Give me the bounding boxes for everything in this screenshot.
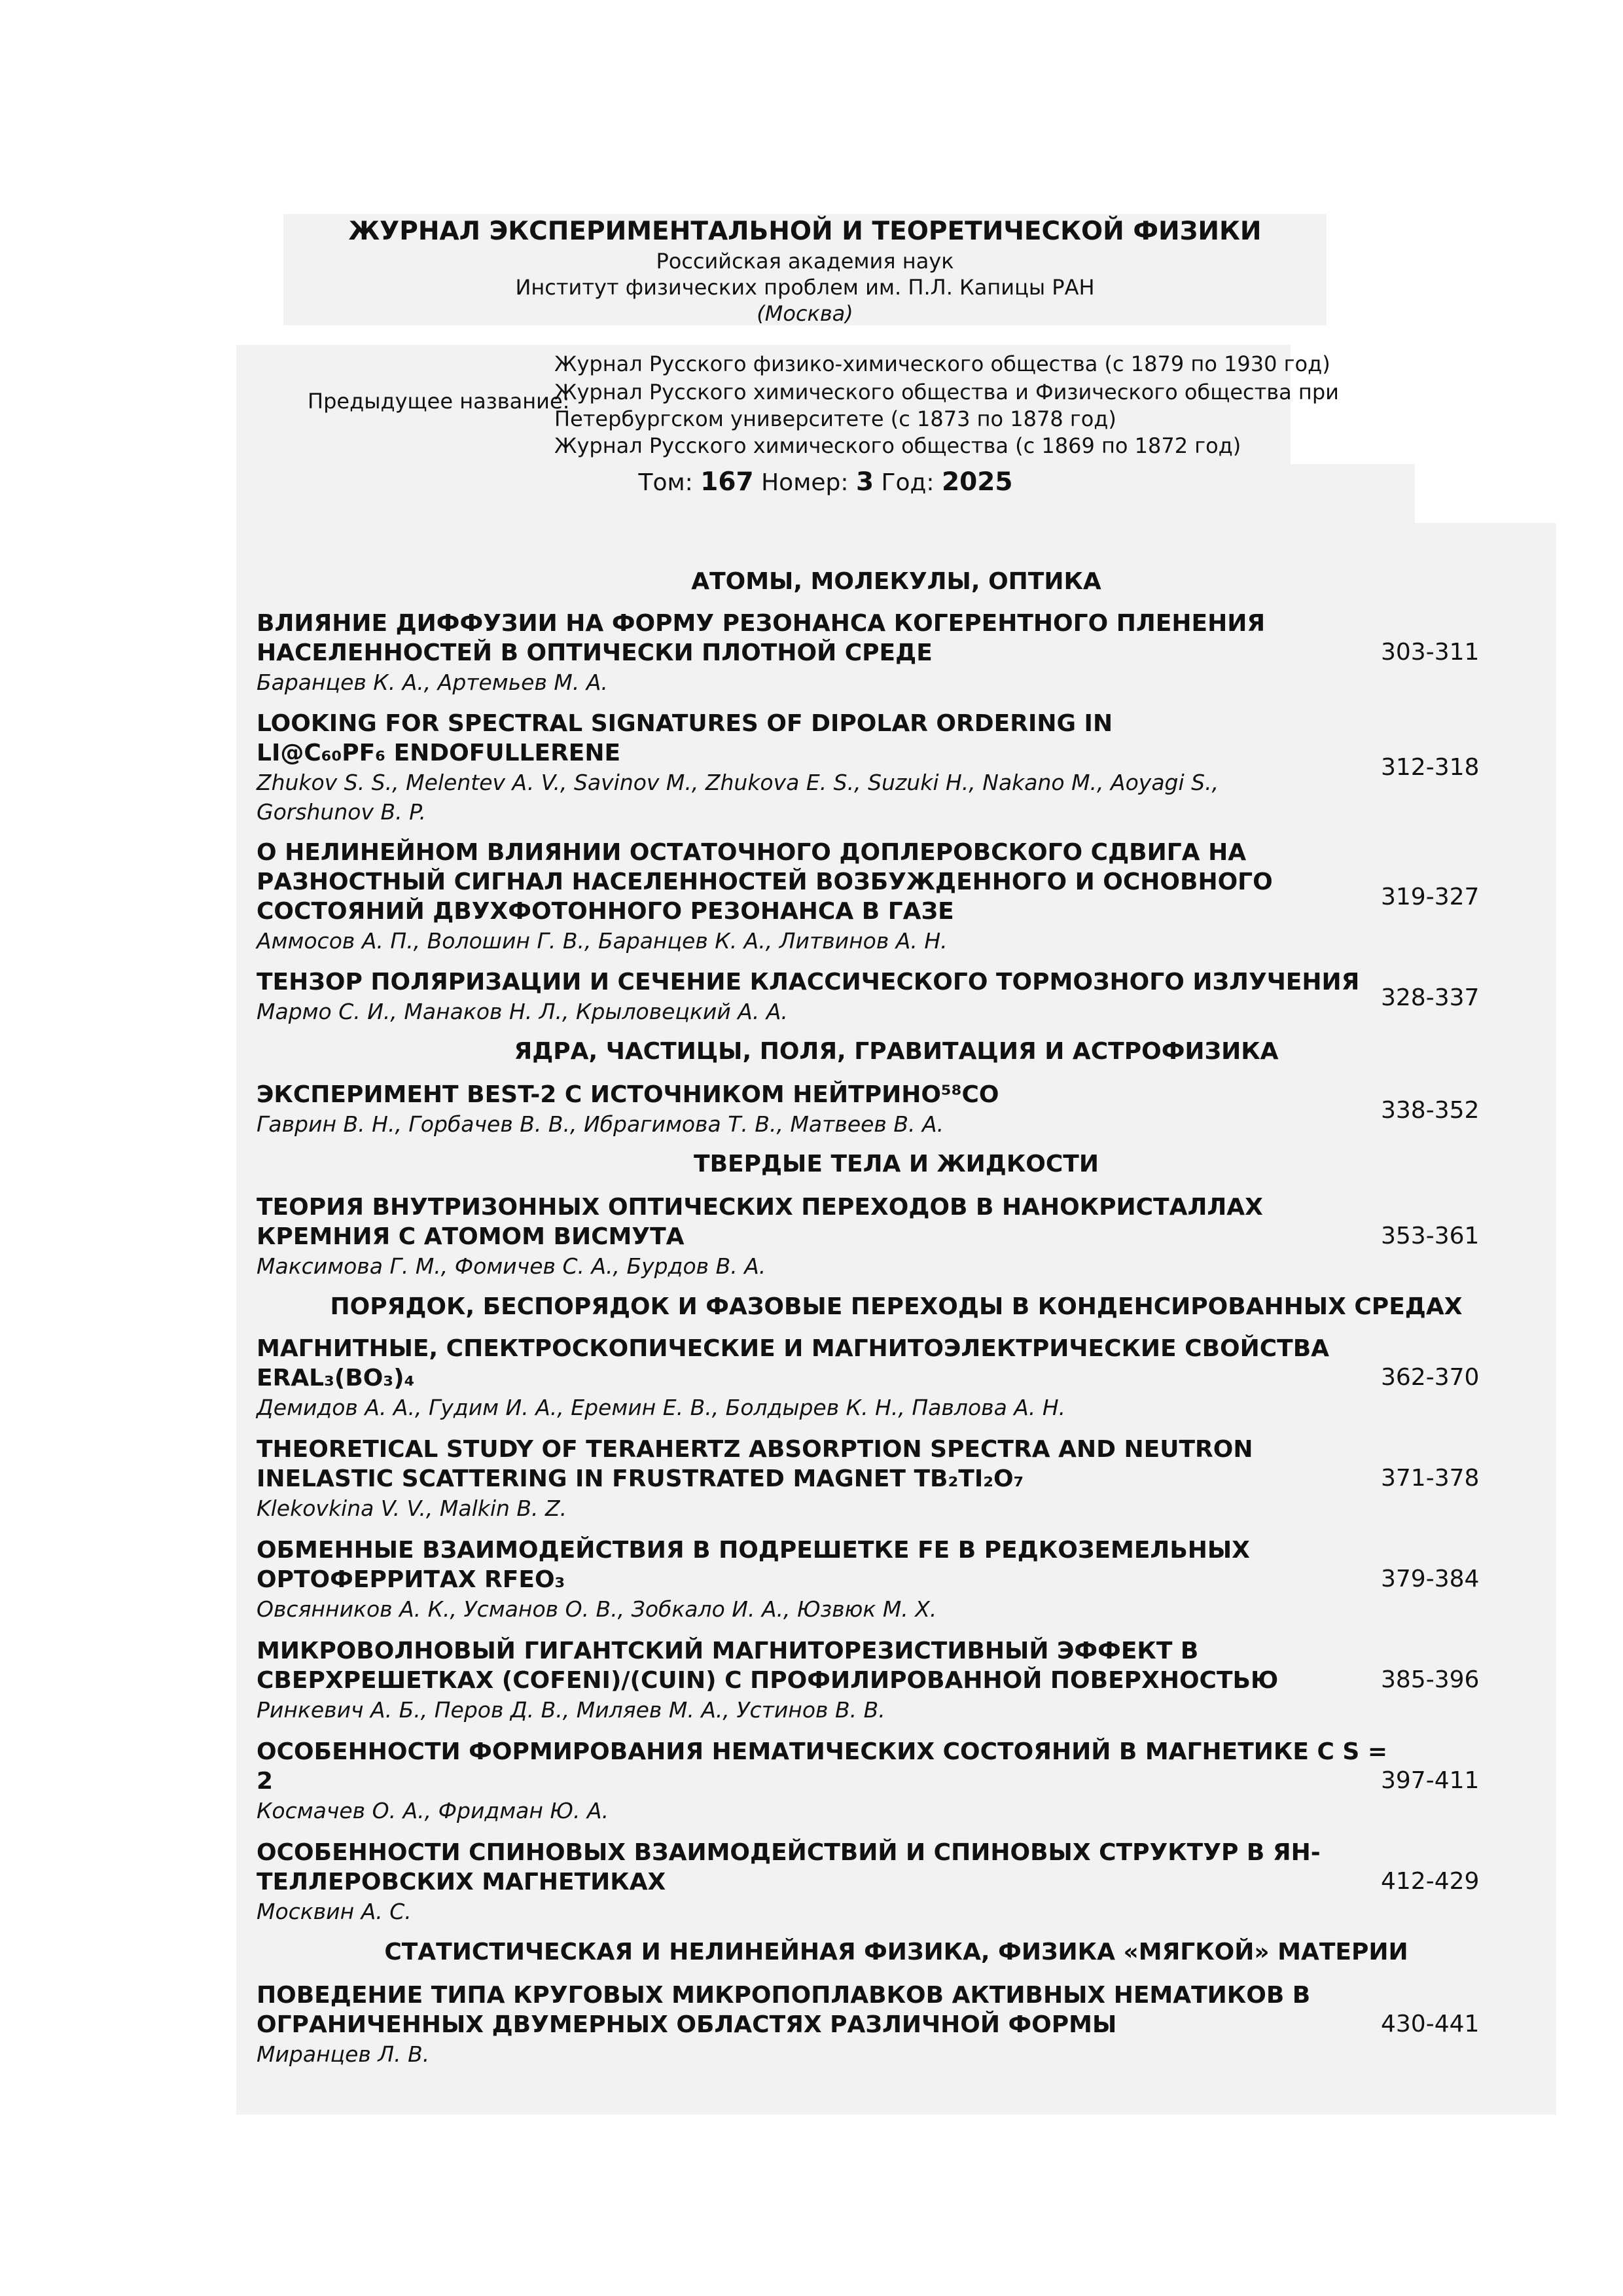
city-line: (Москва): [757, 301, 853, 326]
section-heading: ЯДРА, ЧАСТИЦЫ, ПОЛЯ, ГРАВИТАЦИЯ И АСТРОФИЗИКА: [514, 1038, 1279, 1065]
article-pages: 397-411: [1381, 1767, 1480, 1794]
article-title-line: INELASTIC SCATTERING IN FRUSTRATED MAGNET TB₂TI₂O₇: [257, 1465, 1024, 1492]
institute-line: Институт физических проблем им. П.Л. Капицы РАН: [515, 275, 1095, 300]
section-heading: ПОРЯДОК, БЕСПОРЯДОК И ФАЗОВЫЕ ПЕРЕХОДЫ В КОНДЕНСИРОВАННЫХ СРЕДАХ: [330, 1293, 1463, 1320]
article-authors: Ринкевич А. Б., Перов Д. В., Миляев М. А., Устинов В. В.: [257, 1697, 885, 1723]
article-title-line: ERAL₃(BO₃)₄: [257, 1365, 415, 1391]
issue-info: [236, 467, 1415, 497]
article-authors: Демидов А. А., Гудим И. А., Еремин Е. В., Болдырев К. Н., Павлова А. Н.: [257, 1395, 1066, 1420]
article-pages: 385-396: [1381, 1666, 1480, 1693]
article-title-line: РАЗНОСТНЫЙ СИГНАЛ НАСЕЛЕННОСТЕЙ ВОЗБУЖДЕННОГО И ОСНОВНОГО: [257, 869, 1273, 895]
article-pages: 328-337: [1381, 984, 1480, 1011]
article-pages: 303-311: [1381, 639, 1480, 666]
section-heading: АТОМЫ, МОЛЕКУЛЫ, ОПТИКА: [691, 568, 1101, 595]
article-title-line: LI@C₆₀PF₆ ENDOFULLERENE: [257, 740, 621, 766]
volume-label: Том:: [638, 469, 693, 496]
article-authors: Москвин А. С.: [257, 1899, 412, 1924]
article-title-line: ТЕНЗОР ПОЛЯРИЗАЦИИ И СЕЧЕНИЕ КЛАССИЧЕСКОГО ТОРМОЗНОГО ИЗЛУЧЕНИЯ: [257, 969, 1360, 996]
journal-title: ЖУРНАЛ ЭКСПЕРИМЕНТАЛЬНОЙ И ТЕОРЕТИЧЕСКОЙ ФИЗИКИ: [348, 217, 1262, 246]
article-authors: Миранцев Л. В.: [257, 2041, 430, 2067]
article-title-line: ОБМЕННЫЕ ВЗАИМОДЕЙСТВИЯ В ПОДРЕШЕТКЕ FE В РЕДКОЗЕМЕЛЬНЫХ: [257, 1537, 1250, 1564]
article-authors: Аммосов А. П., Волошин Г. В., Баранцев К. А., Литвинов А. Н.: [257, 928, 948, 954]
previous-name-line: Петербургском университете (с 1873 по 1878 год): [554, 406, 1116, 431]
article-authors: Максимова Г. М., Фомичев С. А., Бурдов В. А.: [257, 1253, 766, 1279]
article-pages: 412-429: [1381, 1868, 1480, 1895]
article-title-line: ТЕЛЛЕРОВСКИХ МАГНЕТИКАХ: [257, 1869, 666, 1895]
article-title-line: ОГРАНИЧЕННЫХ ДВУМЕРНЫХ ОБЛАСТЯХ РАЗЛИЧНОЙ ФОРМЫ: [257, 2011, 1117, 2038]
article-title-line: СВЕРХРЕШЕТКАХ (COFENI)/(CUIN) С ПРОФИЛИРОВАННОЙ ПОВЕРХНОСТЬЮ: [257, 1667, 1279, 1694]
article-title-line: ОСОБЕННОСТИ СПИНОВЫХ ВЗАИМОДЕЙСТВИЙ И СПИНОВЫХ СТРУКТУР В ЯН-: [257, 1839, 1321, 1866]
article-title-line: ОСОБЕННОСТИ ФОРМИРОВАНИЯ НЕМАТИЧЕСКИХ СОСТОЯНИЙ В МАГНЕТИКЕ С S =: [257, 1738, 1388, 1765]
article-authors: Баранцев К. А., Артемьев М. А.: [257, 670, 608, 695]
article-title-line: МАГНИТНЫЕ, СПЕКТРОСКОПИЧЕСКИЕ И МАГНИТОЭЛЕКТРИЧЕСКИЕ СВОЙСТВА: [257, 1335, 1330, 1362]
article-title-line: THEORETICAL STUDY OF TERAHERTZ ABSORPTION SPECTRA AND NEUTRON: [257, 1436, 1253, 1463]
article-authors: Овсянников А. К., Усманов О. В., Зобкало И. А., Юзвюк М. Х.: [257, 1596, 937, 1622]
number-label: Номер:: [761, 469, 849, 496]
year-label: Год:: [881, 469, 935, 496]
article-pages: 338-352: [1381, 1097, 1480, 1124]
year-value: 2025: [941, 467, 1013, 497]
volume-value: 167: [700, 467, 754, 497]
previous-name-label: Предыдущее название:: [308, 389, 570, 414]
article-title-line: ПОВЕДЕНИЕ ТИПА КРУГОВЫХ МИКРОПОПЛАВКОВ АКТИВНЫХ НЕМАТИКОВ В: [257, 1982, 1311, 2009]
previous-name-line: Журнал Русского химического общества и Физического общества при: [554, 380, 1339, 404]
section-heading: СТАТИСТИЧЕСКАЯ И НЕЛИНЕЙНАЯ ФИЗИКА, ФИЗИКА «МЯГКОЙ» МАТЕРИИ: [384, 1939, 1408, 1965]
article-title-line: ОРТОФЕРРИТАХ RFEO₃: [257, 1566, 565, 1593]
org-line: Российская академия наук: [656, 249, 954, 274]
article-title-line: МИКРОВОЛНОВЫЙ ГИГАНТСКИЙ МАГНИТОРЕЗИСТИВНЫЙ ЭФФЕКТ В: [257, 1638, 1199, 1664]
article-authors: Космачев О. А., Фридман Ю. А.: [257, 1798, 609, 1823]
previous-name-line: Журнал Русского химического общества (с 1869 по 1872 год): [554, 433, 1241, 458]
article-title-line: О НЕЛИНЕЙНОМ ВЛИЯНИИ ОСТАТОЧНОГО ДОПЛЕРОВСКОГО СДВИГА НА: [257, 839, 1247, 866]
article-title-line: КРЕМНИЯ С АТОМОМ ВИСМУТА: [257, 1223, 685, 1250]
article-title-line: 2: [257, 1768, 274, 1795]
article-authors: Гаврин В. Н., Горбачев В. В., Ибрагимова Т. В., Матвеев В. А.: [257, 1111, 944, 1137]
article-authors: Мармо С. И., Манаков Н. Л., Крыловецкий А. А.: [257, 999, 788, 1024]
article-authors: Zhukov S. S., Melentev A. V., Savinov M., Zhukova E. S., Suzuki H., Nakano M., Aoyagi S.,: [257, 770, 1219, 795]
article-pages: 319-327: [1381, 884, 1480, 910]
number-value: 3: [855, 467, 874, 497]
article-pages: 353-361: [1381, 1223, 1480, 1249]
article-pages: 362-370: [1381, 1364, 1480, 1391]
article-authors: Gorshunov B. P.: [257, 799, 426, 825]
article-pages: 430-441: [1381, 2011, 1480, 2037]
article-pages: 379-384: [1381, 1566, 1480, 1592]
article-title-line: ТЕОРИЯ ВНУТРИЗОННЫХ ОПТИЧЕСКИХ ПЕРЕХОДОВ В НАНОКРИСТАЛЛАХ: [257, 1194, 1263, 1221]
article-title-line: ЭКСПЕРИМЕНТ BEST-2 С ИСТОЧНИКОМ НЕЙТРИНО⁵⁸CO: [257, 1081, 999, 1108]
article-title-line: LOOKING FOR SPECTRAL SIGNATURES OF DIPOLAR ORDERING IN: [257, 710, 1113, 737]
previous-name-line: Журнал Русского физико-химического общества (с 1879 по 1930 год): [554, 351, 1330, 376]
section-heading: ТВЕРДЫЕ ТЕЛА И ЖИДКОСТИ: [694, 1151, 1099, 1177]
article-pages: 371-378: [1381, 1465, 1480, 1492]
article-authors: Klekovkina V. V., Malkin B. Z.: [257, 1496, 567, 1521]
article-title-line: ВЛИЯНИЕ ДИФФУЗИИ НА ФОРМУ РЕЗОНАНСА КОГЕРЕНТНОГО ПЛЕНЕНИЯ: [257, 610, 1266, 637]
article-title-line: НАСЕЛЕННОСТЕЙ В ОПТИЧЕСКИ ПЛОТНОЙ СРЕДЕ: [257, 639, 933, 666]
article-title-line: СОСТОЯНИЙ ДВУХФОТОННОГО РЕЗОНАНСА В ГАЗЕ: [257, 898, 954, 925]
article-pages: 312-318: [1381, 754, 1480, 781]
